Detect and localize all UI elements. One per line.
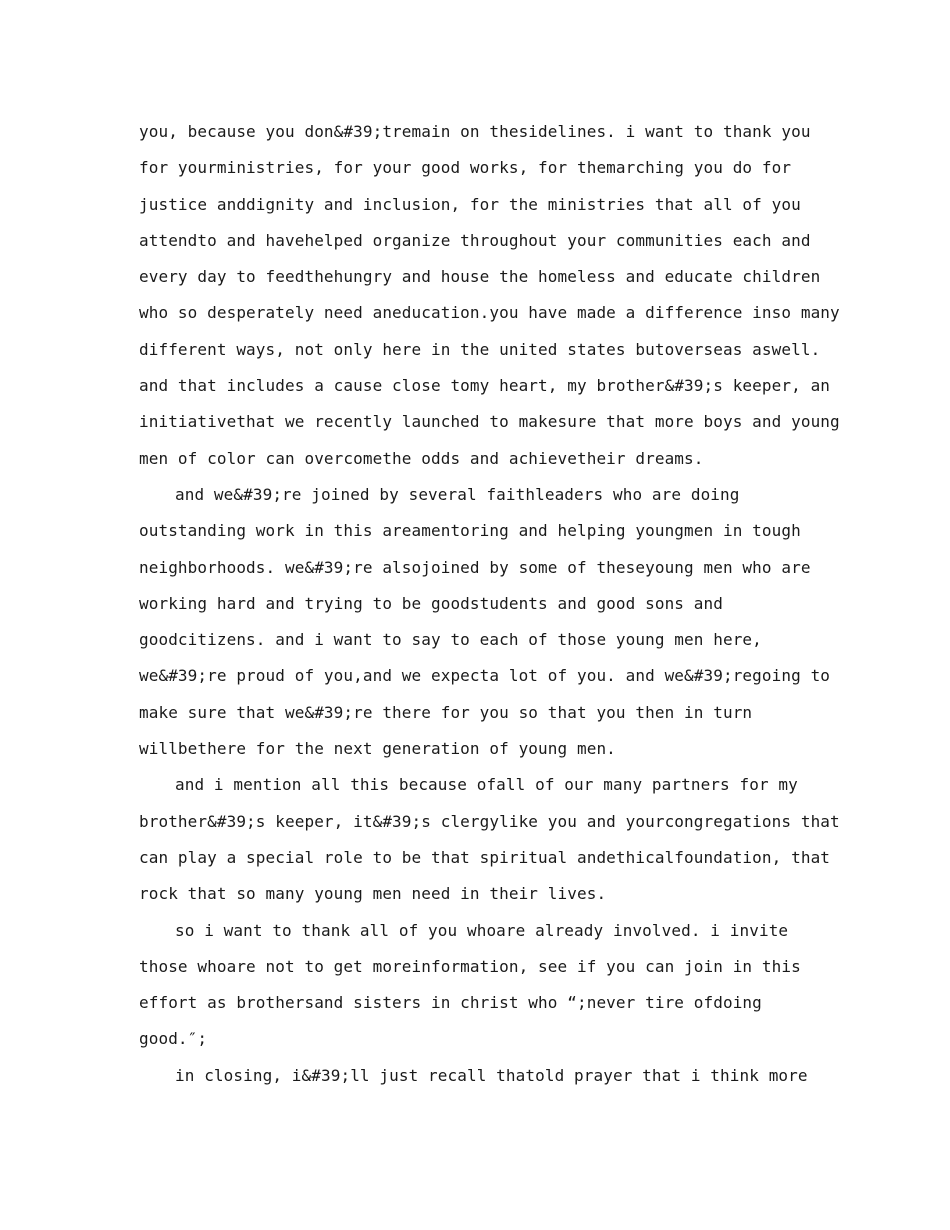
document-body xyxy=(139,114,840,1094)
text-line: make sure that we&#39;re there for you so that you then in turn xyxy=(139,702,753,722)
text-line: can play a special role to be that spiritual andethicalfoundation, that xyxy=(139,847,831,867)
text-line: outstanding work in this areamentoring and helping youngmen in tough xyxy=(139,521,801,541)
text-line: who so desperately need aneducation.you have made a difference inso many xyxy=(139,303,840,323)
text-line: justice anddignity and inclusion, for the ministries that all of you xyxy=(139,194,801,214)
text-line: those whoare not to get moreinformation, see if you can join in this xyxy=(139,956,801,976)
text-line: every day to feedthehungry and house the homeless and educate children xyxy=(139,267,821,287)
text-line: neighborhoods. we&#39;re alsojoined by some of theseyoung men who are xyxy=(139,557,811,577)
text-line: rock that so many young men need in their lives. xyxy=(139,884,607,904)
text-line: attendto and havehelped organize throughout your communities each and xyxy=(139,230,811,250)
text-line: good.″; xyxy=(139,1029,208,1049)
text-line: willbethere for the next generation of young men. xyxy=(139,739,616,759)
paragraph-start-line: so i want to thank all of you whoare already involved. i invite xyxy=(175,920,789,940)
text-line: goodcitizens. and i want to say to each of those young men here, xyxy=(139,630,762,650)
text-line: effort as brothersand sisters in christ who “;never tire ofdoing xyxy=(139,993,762,1013)
text-line: for yourministries, for your good works, for themarching you do for xyxy=(139,158,792,178)
text-line: you, because you don&#39;tremain on thesidelines. i want to thank you xyxy=(139,122,811,141)
text-line: working hard and trying to be goodstudents and good sons and xyxy=(139,593,723,613)
text-line: initiativethat we recently launched to makesure that more boys and young xyxy=(139,412,840,432)
text-line: we&#39;re proud of you,and we expecta lot of you. and we&#39;regoing to xyxy=(139,666,831,686)
text-line: men of color can overcomethe odds and achievetheir dreams. xyxy=(139,448,704,468)
text-line: and that includes a cause close tomy heart, my brother&#39;s keeper, an xyxy=(139,376,831,396)
paragraph-start-line: in closing, i&#39;ll just recall thatold prayer that i think more xyxy=(175,1065,808,1085)
text-line: brother&#39;s keeper, it&#39;s clergylike you and yourcongregations that xyxy=(139,811,840,831)
paragraph-start-line: and i mention all this because ofall of our many partners for my xyxy=(175,775,798,795)
paragraph-start-line: and we&#39;re joined by several faithleaders who are doing xyxy=(175,484,740,504)
text-line: different ways, not only here in the united states butoverseas aswell. xyxy=(139,339,821,359)
